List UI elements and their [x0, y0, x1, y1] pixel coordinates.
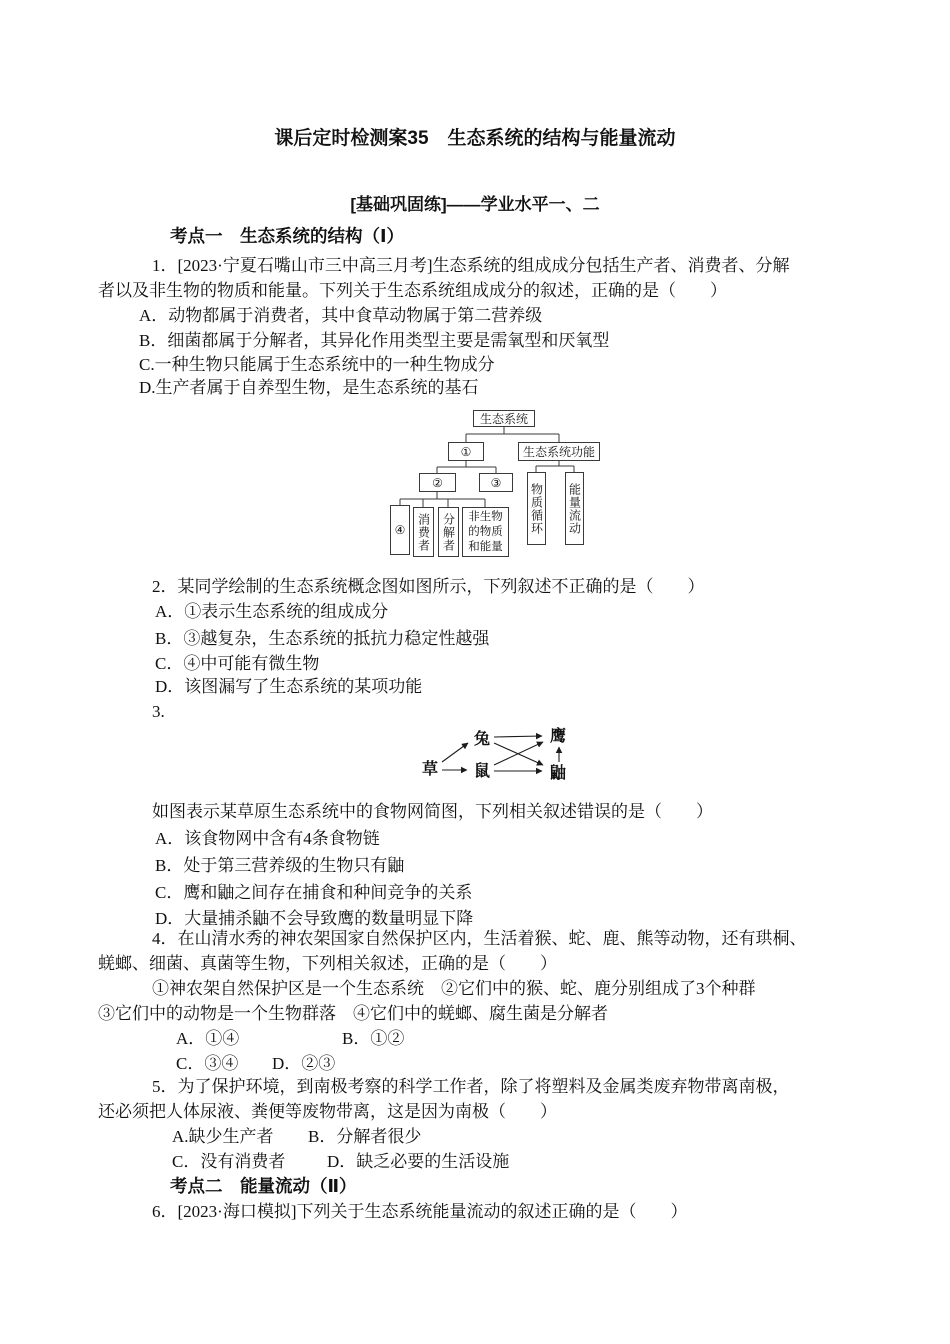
food-web-graphic: [412, 716, 597, 796]
node-consumer: 消费者: [413, 507, 434, 557]
abiotic-line-3: 和能量: [468, 540, 503, 553]
food-web-weasel-label: 鼬: [550, 765, 567, 782]
node-decomposer: 分解者: [438, 507, 459, 557]
q4-option-d: D．②③: [272, 1054, 336, 1073]
page-title: 课后定时检测案35 生态系统的结构与能量流动: [274, 128, 676, 149]
heading-kaodian-1: 考点一 生态系统的结构（Ⅰ）: [170, 226, 405, 246]
node-ecosystem: 生态系统: [473, 410, 535, 427]
q1-option-c: C.一种生物只能属于生态系统中的一种生物成分: [139, 355, 495, 374]
q1-stem-line-2: 者以及非生物的物质和能量。下列关于生态系统组成成分的叙述，正确的是（ ）: [98, 281, 727, 300]
q6-stem: 6．[2023·海口模拟]下列关于生态系统能量流动的叙述正确的是（ ）: [152, 1202, 688, 1221]
q3-option-b: B．处于第三营养级的生物只有鼬: [155, 856, 405, 875]
q5-option-d: D．缺乏必要的生活设施: [327, 1152, 510, 1171]
node-energy-flow: 能量流动: [565, 472, 584, 545]
q2-stem: 2．某同学绘制的生态系统概念图如图所示，下列叙述不正确的是（ ）: [152, 577, 705, 596]
q4-option-b: B．①②: [342, 1029, 405, 1048]
node-matter-cycle: 物质循环: [527, 472, 546, 545]
node-circle-3: ③: [479, 473, 513, 492]
abiotic-line-2: 的物质: [468, 525, 503, 538]
q1-stem-line-1: 1．[2023·宁夏石嘴山市三中高三月考]生态系统的组成成分包括生产者、消费者、分解: [152, 256, 790, 275]
food-web-hawk-label: 鹰: [550, 728, 567, 745]
ecosystem-concept-map: [385, 408, 603, 560]
food-web-grass-label: 草: [422, 761, 439, 778]
q4-statements-line-2: ③它们中的动物是一个生物群落 ④它们中的蜣螂、腐生菌是分解者: [98, 1004, 608, 1023]
q3-option-a: A．该食物网中含有4条食物链: [155, 829, 380, 848]
q5-stem-line-2: 还必须把人体尿液、粪便等废物带离，这是因为南极（ ）: [98, 1102, 557, 1121]
q4-statements-line-1: ①神农架自然保护区是一个生态系统 ②它们中的猴、蛇、鹿分别组成了3个种群: [152, 979, 756, 998]
q5-option-a: A.缺少生产者: [172, 1127, 274, 1146]
q4-option-a: A．①④: [176, 1029, 240, 1048]
q2-option-c: C．④中可能有微生物: [155, 654, 320, 673]
food-web-mouse-label: 鼠: [474, 763, 491, 780]
q5-option-b: B．分解者很少: [308, 1127, 422, 1146]
food-web-rabbit-label: 兔: [474, 731, 491, 748]
q4-stem-line-2: 蜣螂、细菌、真菌等生物，下列相关叙述，正确的是（ ）: [98, 954, 557, 973]
q5-option-c: C．没有消费者: [172, 1152, 286, 1171]
q3-option-d: D．大量捕杀鼬不会导致鹰的数量明显下降: [155, 909, 474, 928]
q4-stem-line-1: 4．在山清水秀的神农架国家自然保护区内，生活着猴、蛇、鹿、熊等动物，还有珙桐、: [152, 929, 807, 948]
q3-option-c: C．鹰和鼬之间存在捕食和种间竞争的关系: [155, 883, 473, 902]
q3-number: 3.: [152, 702, 165, 721]
node-circle-4: ④: [390, 505, 410, 555]
node-circle-2: ②: [419, 473, 456, 492]
q5-stem-line-1: 5．为了保护环境，到南极考察的科学工作者，除了将塑料及金属类废弃物带离南极，: [152, 1077, 790, 1096]
q2-option-b: B．③越复杂，生态系统的抵抗力稳定性越强: [155, 629, 490, 648]
abiotic-line-1: 非生物: [468, 510, 503, 523]
q1-option-b: B．细菌都属于分解者，其异化作用类型主要是需氧型和厌氧型: [139, 331, 610, 350]
node-circle-1: ①: [448, 442, 484, 461]
q2-option-d: D．该图漏写了生态系统的某项功能: [155, 677, 423, 696]
heading-kaodian-2: 考点二 能量流动（Ⅱ）: [170, 1176, 357, 1196]
node-ecosystem-function: 生态系统功能: [518, 442, 600, 461]
q2-option-a: A．①表示生态系统的组成成分: [155, 602, 389, 621]
q1-option-d: D.生产者属于自养型生物，是生态系统的基石: [139, 378, 479, 397]
q4-option-c: C．③④: [176, 1054, 239, 1073]
node-abiotic-matter-energy: [462, 507, 509, 557]
section-banner: [基础巩固练]——学业水平一、二: [350, 195, 600, 214]
q3-stem: 如图表示某草原生态系统中的食物网简图，下列相关叙述错误的是（ ）: [152, 802, 713, 821]
q1-option-a: A．动物都属于消费者，其中食草动物属于第二营养级: [139, 306, 543, 325]
food-web-diagram: [412, 716, 597, 796]
